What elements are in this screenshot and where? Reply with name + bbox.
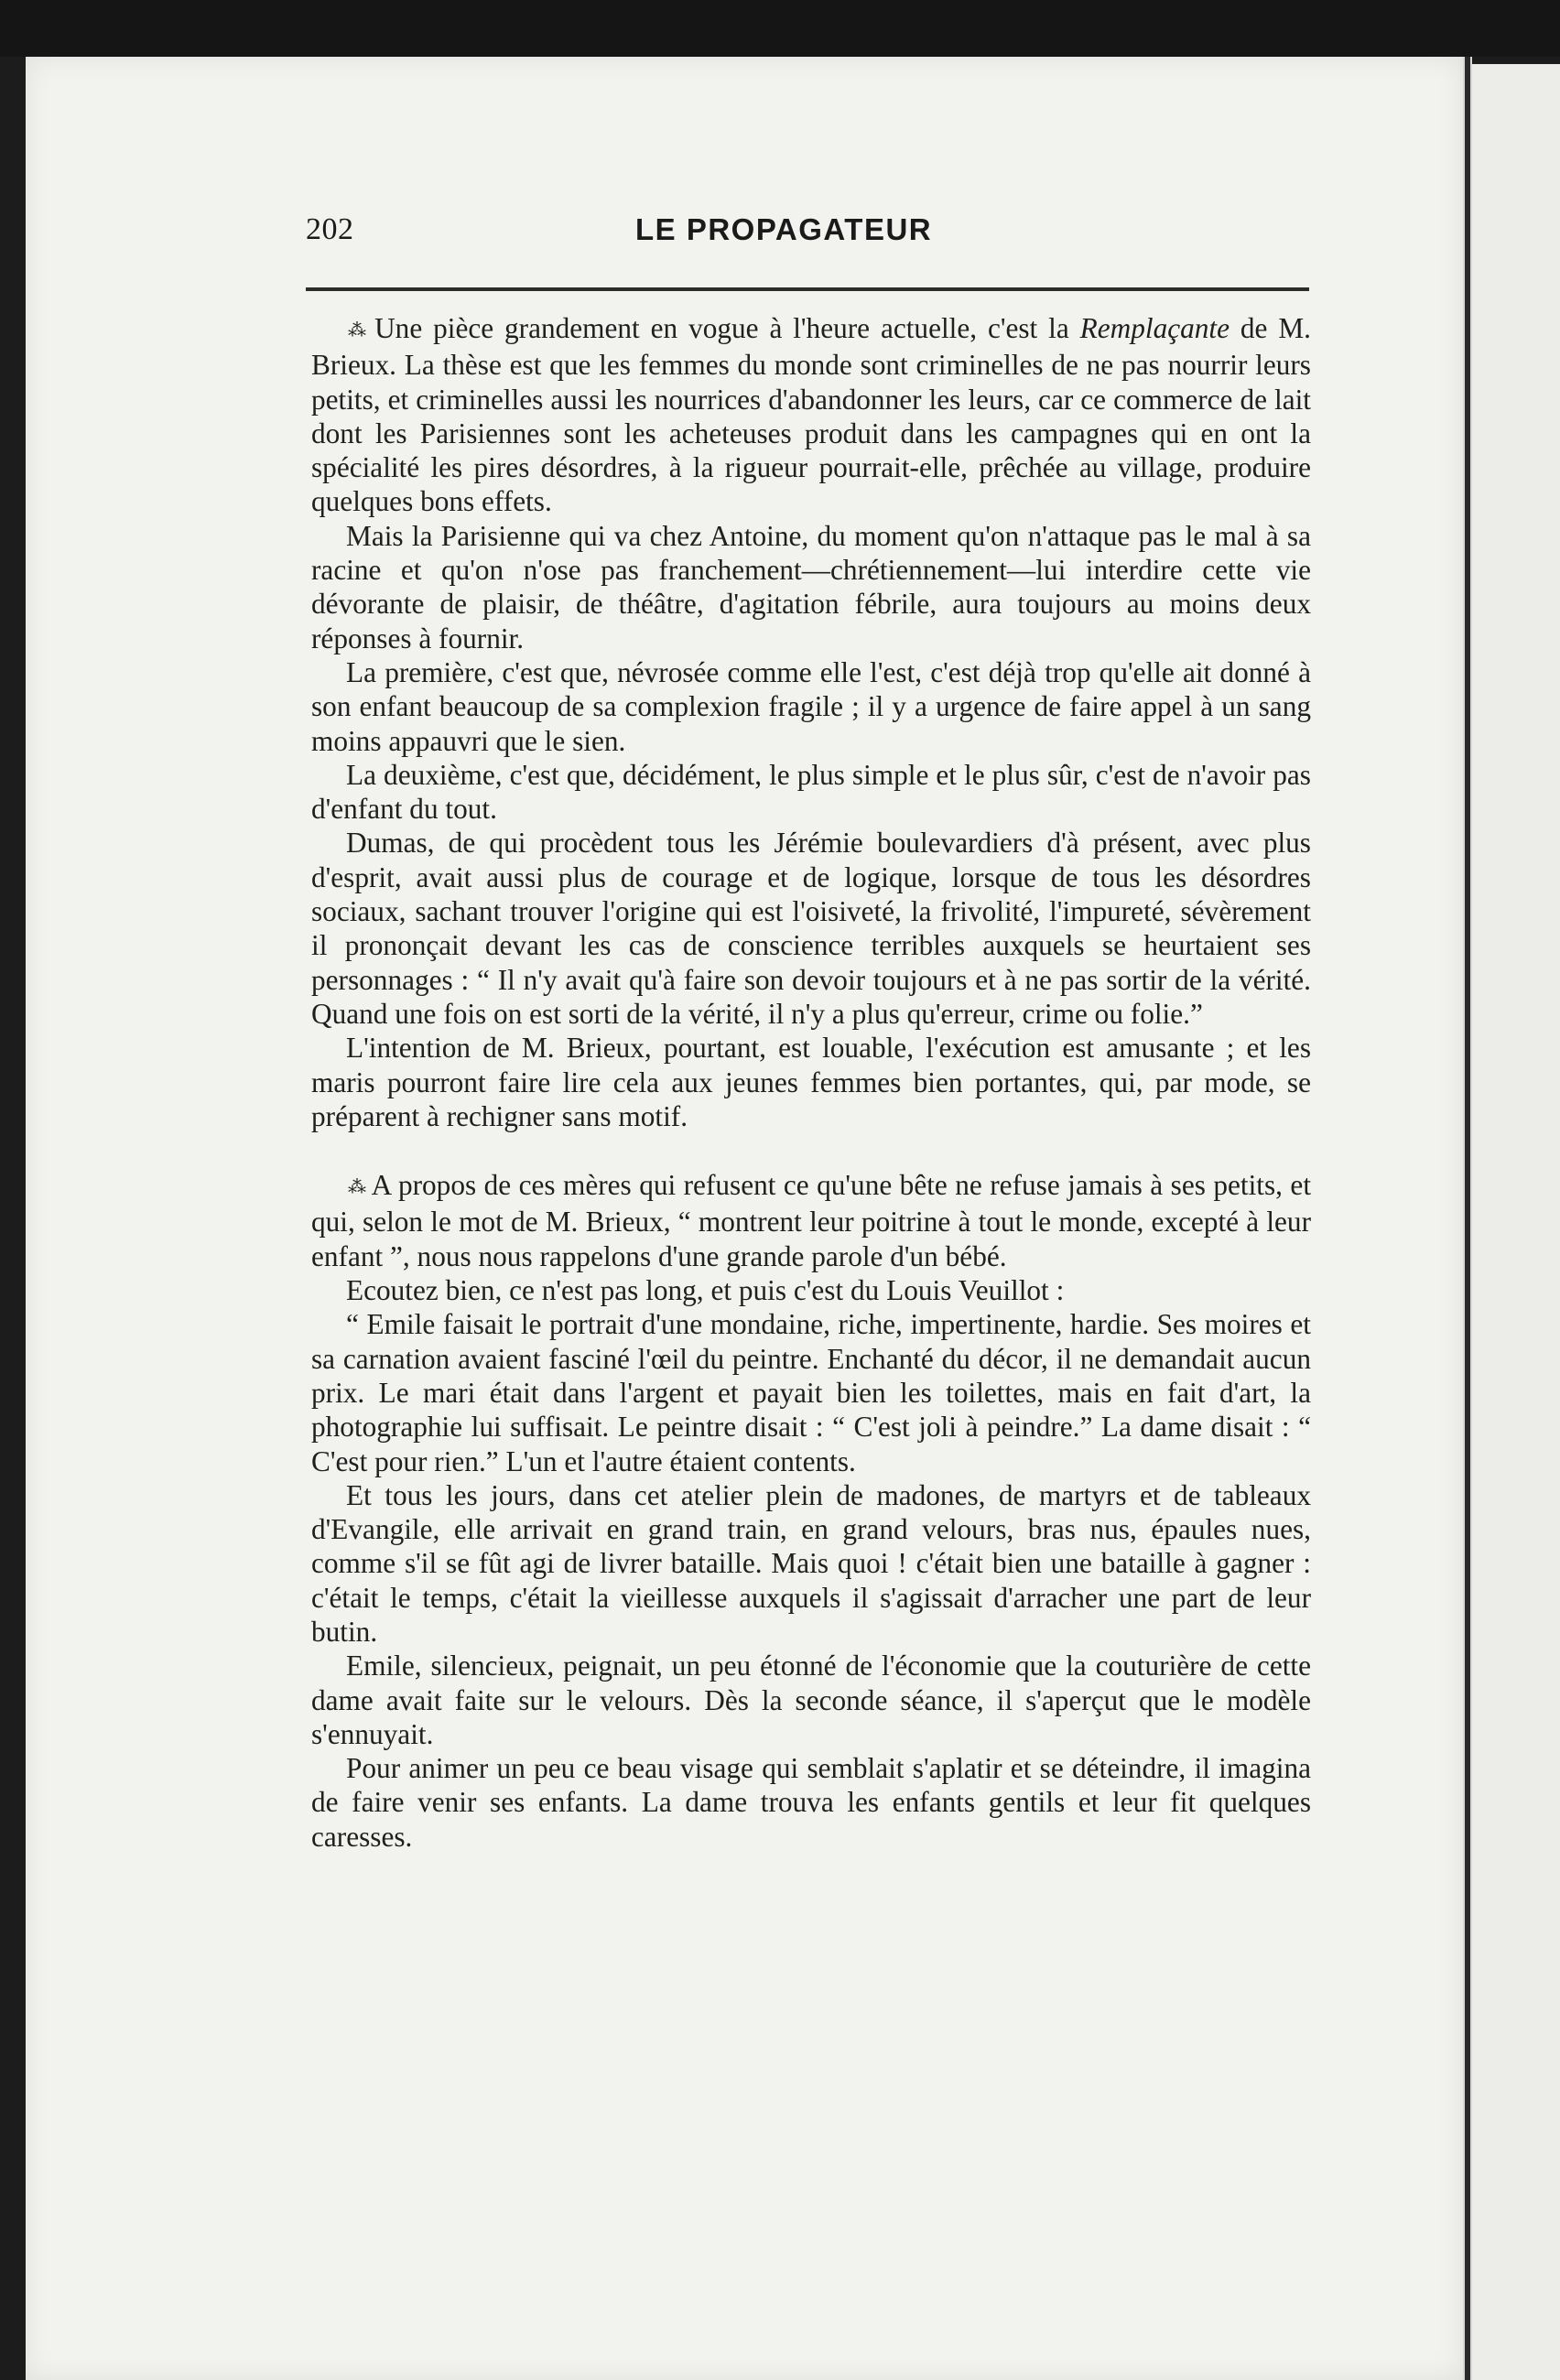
body-text (311, 311, 1311, 1854)
paragraph: Emile, silencieux, peignait, un peu étonné de l'économie que la couturière de cette dame avait faite sur le velours. Dès la seconde séance, il s'aperçut que le modèle s'ennuyait. (311, 1650, 1311, 1750)
paragraph (311, 311, 1311, 519)
scan-background-top (0, 0, 1560, 57)
paragraph: Mais la Parisienne qui va chez Antoine, du moment qu'on n'attaque pas le mal à sa racine et qu'on n'ose pas franchement—chrétiennement—lui interdire cette vie dévorante de plaisir, de théâtre, d'agitation fébrile, aura toujours au moins deux réponses à fournir. (311, 519, 1311, 654)
header-rule (306, 287, 1309, 291)
binding-shadow (1465, 57, 1470, 2380)
play-title: Remplaçante (1079, 312, 1230, 344)
running-title: LE PROPAGATEUR (635, 212, 933, 246)
paragraph-text: A propos de ces mères qui refusent ce qu'une bête ne refuse jamais à ses petits, et qui, selon le mot de M. Brieux, “ montrent leur poitrine à tout le monde, excepté à leur enfant ”, nous nous rappelons d'une grande parole d'un bébé. (311, 1169, 1312, 1272)
paragraph (311, 1168, 1311, 1273)
page-number: 202 (306, 212, 354, 246)
paragraph: Et tous les jours, dans cet atelier plein de madones, de martyrs et de tableaux d'Evangile, elle arrivait en grand train, en grand velours, bras nus, épaules nues, comme s'il se fût agi de livrer bataille. Mais quoi ! c'était bien une bataille à gagner : c'était le temps, c'était la vieillesse auxquels il s'agissait d'arracher une part de leur butin. (311, 1478, 1311, 1648)
paragraph: La deuxième, c'est que, décidément, le plus simple et le plus sûr, c'est de n'avoir pas d'enfant du tout. (311, 758, 1311, 826)
page-header (306, 212, 1313, 258)
asterism-icon: ⁂ (348, 1177, 366, 1198)
asterism-icon: ⁂ (348, 320, 370, 341)
adjacent-page-strip (1472, 64, 1560, 2380)
paragraph-rest: de M. Brieux. La thèse est que les femmes du monde sont criminelles de ne pas nourrir leurs petits, et criminelles aussi les nourrices d'abandonner les leurs, car ce commerce de lait dont les Parisiennes sont les acheteuses produit dans les campagnes qui en ont la spécialité les pires désordres, à la rigueur pourrait-elle, prêchée au village, produire quelques bons effets. (311, 312, 1311, 518)
paragraph: Pour animer un peu ce beau visage qui semblait s'aplatir et se déteindre, il imagina de faire venir ses enfants. La dame trouva les enfants gentils et leur fit quelques caresses. (311, 1752, 1311, 1853)
section-gap (311, 1133, 1311, 1168)
paragraph: La première, c'est que, névrosée comme elle l'est, c'est déjà trop qu'elle ait donné à son enfant beaucoup de sa complexion fragile ; il y a urgence de faire appel à un sang moins appauvri que le sien. (311, 655, 1311, 757)
paragraph: L'intention de M. Brieux, pourtant, est louable, l'exécution est amusante ; et les maris pourront faire lire cela aux jeunes femmes bien portantes, qui, par mode, se préparent à rechigner sans motif. (311, 1032, 1311, 1132)
paragraph-start: Une pièce grandement en vogue à l'heure actuelle, c'est la (374, 312, 1069, 344)
paragraph: Dumas, de qui procèdent tous les Jérémie boulevardiers d'à présent, avec plus d'esprit, avait aussi plus de courage et de logique, lorsque de tous les désordres sociaux, sachant trouver l'origine qui est l'oisiveté, la frivolité, l'impureté, sévèrement il prononçait devant les cas de conscience terribles auxquels se heurtaient ses personnages : “ Il n'y avait qu'à faire son devoir toujours et à ne pas sortir de la vérité. Quand une fois on est sorti de la vérité, il n'y a plus qu'erreur, crime ou folie.” (311, 827, 1311, 1030)
paragraph: “ Emile faisait le portrait d'une mondaine, riche, impertinente, hardie. Ses moires et sa carnation avaient fasciné l'œil du peintre. Enchanté du décor, il ne demandait aucun prix. Le mari était dans l'argent et payait bien les toilettes, mais en fait d'art, la photographie lui suffisait. Le peintre disait : “ C'est joli à peindre.” La dame disait : “ C'est pour rien.” L'un et l'autre étaient contents. (311, 1308, 1311, 1477)
paragraph: Ecoutez bien, ce n'est pas long, et puis c'est du Louis Veuillot : (346, 1274, 1065, 1307)
